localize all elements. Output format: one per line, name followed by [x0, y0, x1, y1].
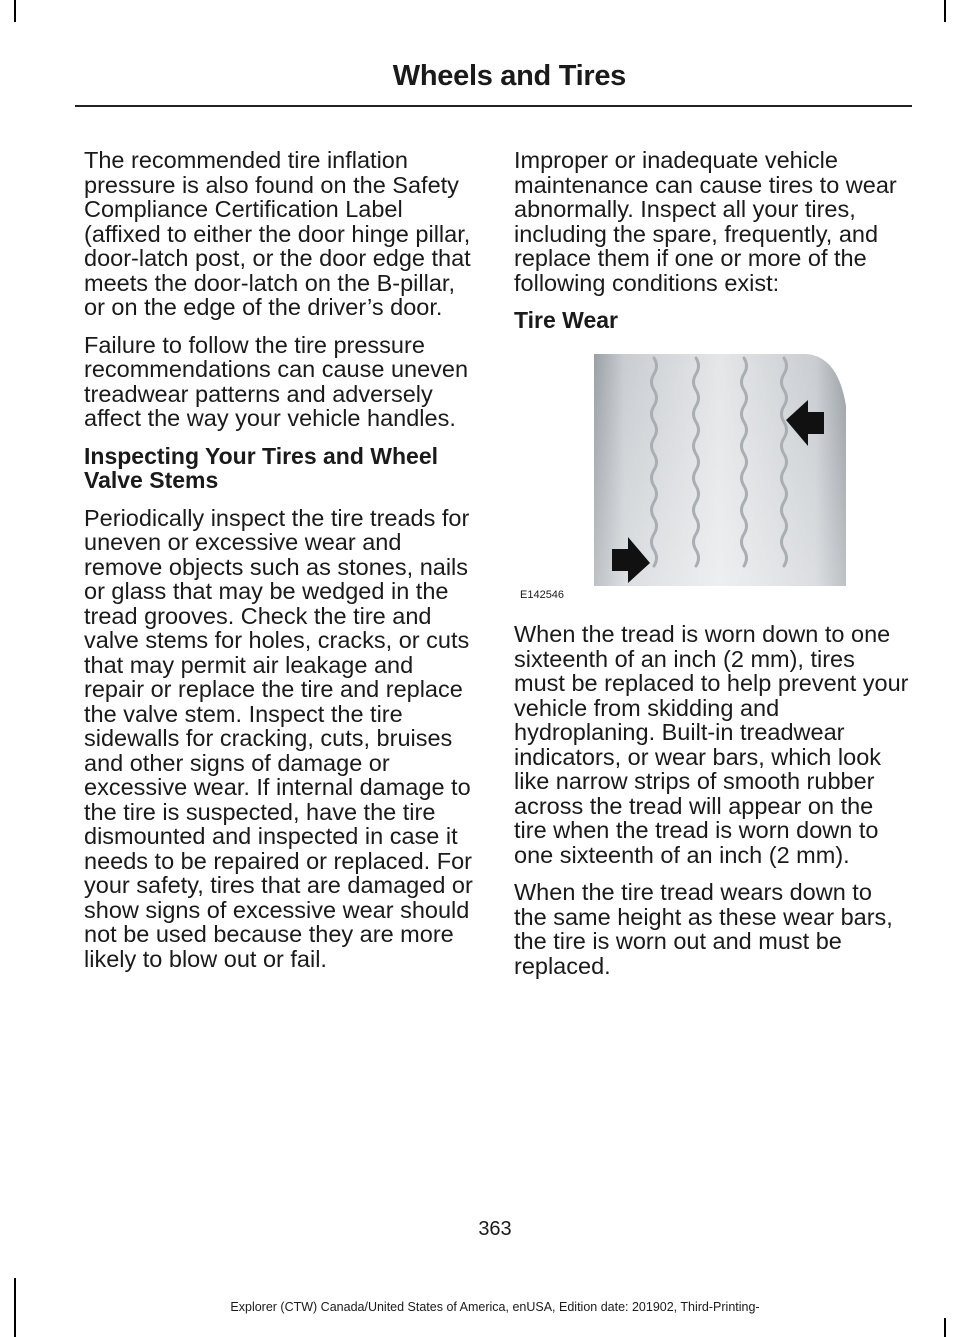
left-column [84, 148, 476, 984]
footer-edition: Explorer (CTW) Canada/United States of America, enUSA, Edition date: 201902, Third-Printing- [230, 1300, 760, 1314]
figure-code: E142546 [520, 589, 565, 601]
header-divider [75, 105, 912, 107]
page-number: 363 [478, 1218, 512, 1240]
paragraph-wear-bars: When the tire tread wears down to the same height as these wear bars, the tire is worn out and must be replaced. [514, 879, 893, 979]
tire-wear-figure [516, 346, 856, 608]
crop-mark-bottom-right [944, 1318, 946, 1337]
crop-mark-top-left [14, 0, 16, 22]
crop-mark-top-right [944, 0, 946, 22]
paragraph-label-location: The recommended tire inflation pressure is also found on the Safety Compliance Certification Label (affixed to either the door hinge pillar, door-latch post, or the door edge that meets the door-latch on the B-pillar, or on the edge of the driver’s door. [84, 147, 471, 320]
paragraph-pressure-warning: Failure to follow the tire pressure recommendations can cause uneven treadwear patterns and adversely affect the way your vehicle handles. [84, 331, 469, 431]
paragraph-tread-wear: When the tread is worn down to one sixteenth of an inch (2 mm), tires must be replaced to help prevent your vehicle from skidding and hydroplaning. Built-in treadwear indicators, or wear bars, which look like narrow strips of smooth rubber across the tread will appear on the tire when the tread is worn down to one sixteenth of an inch (2 mm). [514, 621, 909, 868]
paragraph-maintenance: Improper or inadequate vehicle maintenance can cause tires to wear abnormally. Inspect all your tires, including the spare, frequently, and replace them if one or more of the following conditions exist: [514, 147, 897, 296]
right-column [514, 148, 910, 991]
page-title: Wheels and Tires [392, 60, 626, 92]
heading-inspecting-tires: Inspecting Your Tires and Wheel Valve Stems [84, 442, 439, 493]
paragraph-inspection: Periodically inspect the tire treads for uneven or excessive wear and remove objects such as stones, nails or glass that may be wedged in the tread grooves. Check the tire and valve stems for holes, cracks, or cuts that may permit air leakage and repair or replace the tire and replace the valve stem. Inspect the tire sidewalls for cracking, cuts, bruises and other signs of damage or excessive wear. If internal damage to the tire is suspected, have the tire dismounted and inspected in case it needs to be repaired or replaced. For your safety, tires that are damaged or show signs of excessive wear should not be used because they are more likely to blow out or fail. [84, 504, 473, 972]
heading-tire-wear: Tire Wear [514, 307, 618, 333]
tire-tread-illustration [516, 346, 856, 591]
